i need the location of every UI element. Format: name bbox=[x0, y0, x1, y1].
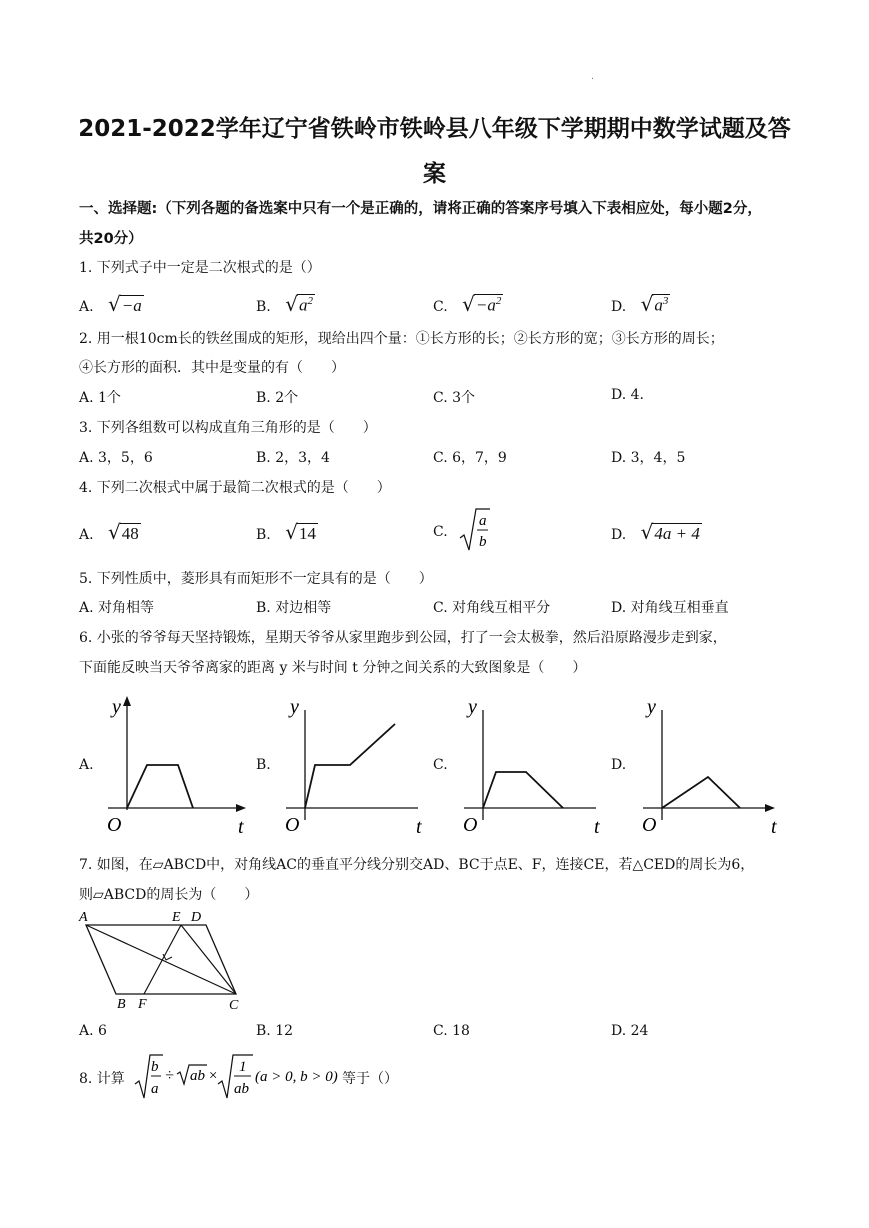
q7-option-b: B. 12 bbox=[256, 1023, 294, 1039]
header-dot: . bbox=[591, 72, 594, 82]
segment-ef bbox=[144, 925, 181, 994]
question-6-stem-continued: 下面能反映当天爷爷离家的距离 y 米与时间 t 分钟之间关系的大致图象是（ ） bbox=[79, 660, 587, 676]
option-label: C. bbox=[433, 299, 448, 315]
section-heading-continued: 共20分） bbox=[79, 231, 143, 247]
option-label: D. bbox=[611, 299, 627, 315]
q2-option-b: B. 2个 bbox=[256, 390, 299, 406]
q3-option-a: A. 3，5，6 bbox=[79, 450, 153, 466]
q6-graph-c bbox=[456, 692, 616, 838]
question-4-stem: 4. 下列二次根式中属于最简二次根式的是（ ） bbox=[79, 480, 391, 496]
option-label: A. bbox=[79, 299, 94, 315]
times-sign: × bbox=[208, 1068, 219, 1084]
distance-curve bbox=[127, 765, 193, 808]
q6-option-c-label: C. bbox=[433, 757, 448, 773]
radicand: −a bbox=[121, 296, 142, 315]
option-label: B. bbox=[256, 527, 271, 543]
q4-option-a: A. √48 bbox=[79, 520, 139, 544]
option-label: A. bbox=[79, 527, 94, 543]
x-axis-arrow bbox=[765, 804, 775, 812]
q6-graph-b bbox=[278, 692, 438, 838]
q7-parallelogram-figure bbox=[76, 907, 251, 1015]
denominator: b bbox=[479, 534, 487, 550]
x-axis-label: t bbox=[594, 816, 600, 838]
frac1-denominator: a bbox=[151, 1081, 159, 1097]
origin-label: O bbox=[107, 814, 122, 836]
q3-option-b: B. 2，3，4 bbox=[256, 450, 330, 466]
q2-option-a: A. 1个 bbox=[79, 390, 121, 406]
exponent: 2 bbox=[495, 295, 502, 308]
q6-graph-a bbox=[100, 692, 260, 838]
numerator: a bbox=[479, 513, 487, 529]
frac2-denominator: ab bbox=[234, 1081, 249, 1097]
q6-option-d-label: D. bbox=[611, 757, 627, 773]
q7-option-c: C. 18 bbox=[433, 1023, 470, 1039]
q4-option-b: B. √14 bbox=[256, 520, 316, 544]
q2-option-d: D. 4. bbox=[611, 387, 644, 403]
radicand: a bbox=[654, 296, 663, 315]
radicand: 48 bbox=[121, 524, 139, 543]
exponent: 2 bbox=[307, 295, 313, 308]
frac2-numerator: 1 bbox=[239, 1059, 247, 1075]
y-axis-label: y bbox=[647, 696, 656, 718]
x-axis-arrow bbox=[236, 804, 246, 812]
segment-ce bbox=[181, 925, 236, 994]
q4-option-c-fraction-radical bbox=[458, 506, 492, 554]
y-axis-label: y bbox=[468, 696, 477, 718]
q6-option-b-label: B. bbox=[256, 757, 271, 773]
q4-option-c-label: C. bbox=[433, 524, 448, 540]
frac1-numerator: b bbox=[151, 1059, 159, 1075]
point-d-label: D bbox=[191, 910, 202, 925]
question-1-stem: 1. 下列式子中一定是二次根式的是（） bbox=[79, 260, 321, 276]
question-8-suffix: 等于（） bbox=[342, 1071, 398, 1087]
question-2-stem-continued: ④长方形的面积．其中是变量的有（ ） bbox=[79, 360, 345, 376]
question-7-stem: 7. 如图，在▱ABCD中，对角线AC的垂直平分线分别交AD、BC于点E、F，连接CE，若△CED的周长为6， bbox=[79, 857, 755, 873]
question-2-stem: 2. 用一根10cm长的铁丝围成的矩形，现给出四个量：①长方形的长；②长方形的宽；③长方形的周长； bbox=[79, 331, 724, 347]
q4-option-d: D. √4a + 4 bbox=[611, 520, 700, 544]
radicand: 4a + 4 bbox=[654, 524, 700, 543]
q1-option-c: C. $√-a^2$ bbox=[433, 292, 502, 316]
y-axis-label: y bbox=[112, 696, 121, 718]
option-label: B. bbox=[256, 299, 271, 315]
q1-option-a: A. √−a bbox=[79, 292, 142, 316]
option-label: D. bbox=[611, 527, 627, 543]
q3-option-d: D. 3，4，5 bbox=[611, 450, 686, 466]
section-heading: 一、选择题:（下列各题的备选案中只有一个是正确的，请将正确的答案序号填入下表相应处，每小题2分， bbox=[79, 201, 762, 217]
q1-option-d: D. $√a^3$ bbox=[611, 292, 669, 316]
question-3-stem: 3. 下列各组数可以构成直角三角形的是（ ） bbox=[79, 420, 377, 436]
document-title: 2021-2022学年辽宁省铁岭市铁岭县八年级下学期期中数学试题及答 bbox=[78, 116, 791, 142]
q1-option-b: B. $√a^2$ bbox=[256, 292, 313, 316]
question-5-stem: 5. 下列性质中，菱形具有而矩形不一定具有的是（ ） bbox=[79, 571, 433, 587]
point-f-label: F bbox=[138, 997, 147, 1012]
q6-option-a-label: A. bbox=[79, 757, 94, 773]
radicand: a bbox=[298, 296, 308, 315]
q7-option-d: D. 24 bbox=[611, 1023, 649, 1039]
distance-curve bbox=[483, 772, 563, 808]
point-c-label: C bbox=[229, 998, 239, 1013]
radicand: −a bbox=[475, 296, 496, 315]
divide-sign: ÷ bbox=[165, 1067, 174, 1084]
distance-curve bbox=[662, 777, 740, 808]
q5-option-a: A. 对角相等 bbox=[79, 600, 155, 616]
y-axis-arrow bbox=[123, 696, 131, 706]
q5-option-c: C. 对角线互相平分 bbox=[433, 600, 551, 616]
point-a-label: A bbox=[79, 910, 88, 925]
question-7-stem-continued: 则▱ABCD的周长为（ ） bbox=[79, 887, 259, 903]
point-b-label: B bbox=[117, 997, 126, 1012]
origin-label: O bbox=[642, 814, 657, 836]
origin-label: O bbox=[285, 814, 300, 836]
question-6-stem: 6. 小张的爷爷每天坚持锻炼，星期天爷爷从家里跑步到公园，打了一会太极拳，然后沿原路漫步走到家， bbox=[79, 630, 727, 646]
question-8-prefix: 8. 计算 bbox=[79, 1071, 125, 1087]
exponent: 3 bbox=[662, 295, 669, 308]
q6-graph-d bbox=[635, 692, 795, 838]
q2-option-c: C. 3个 bbox=[433, 390, 476, 406]
middle-radicand: ab bbox=[190, 1068, 205, 1084]
x-axis-label: t bbox=[771, 816, 777, 838]
distance-curve bbox=[305, 724, 395, 808]
condition: (a > 0, b > 0) bbox=[255, 1069, 338, 1085]
q5-option-d: D. 对角线互相垂直 bbox=[611, 600, 729, 616]
x-axis-label: t bbox=[416, 816, 422, 838]
point-e-label: E bbox=[172, 910, 181, 925]
document-title-continued: 案 bbox=[423, 161, 446, 187]
x-axis-label: t bbox=[238, 816, 244, 838]
radicand: 14 bbox=[298, 524, 316, 543]
origin-label: O bbox=[463, 814, 478, 836]
q7-option-a: A. 6 bbox=[79, 1023, 107, 1039]
diagonal-ac bbox=[86, 925, 236, 994]
y-axis-label: y bbox=[290, 696, 299, 718]
q5-option-b: B. 对边相等 bbox=[256, 600, 332, 616]
q3-option-c: C. 6，7，9 bbox=[433, 450, 507, 466]
